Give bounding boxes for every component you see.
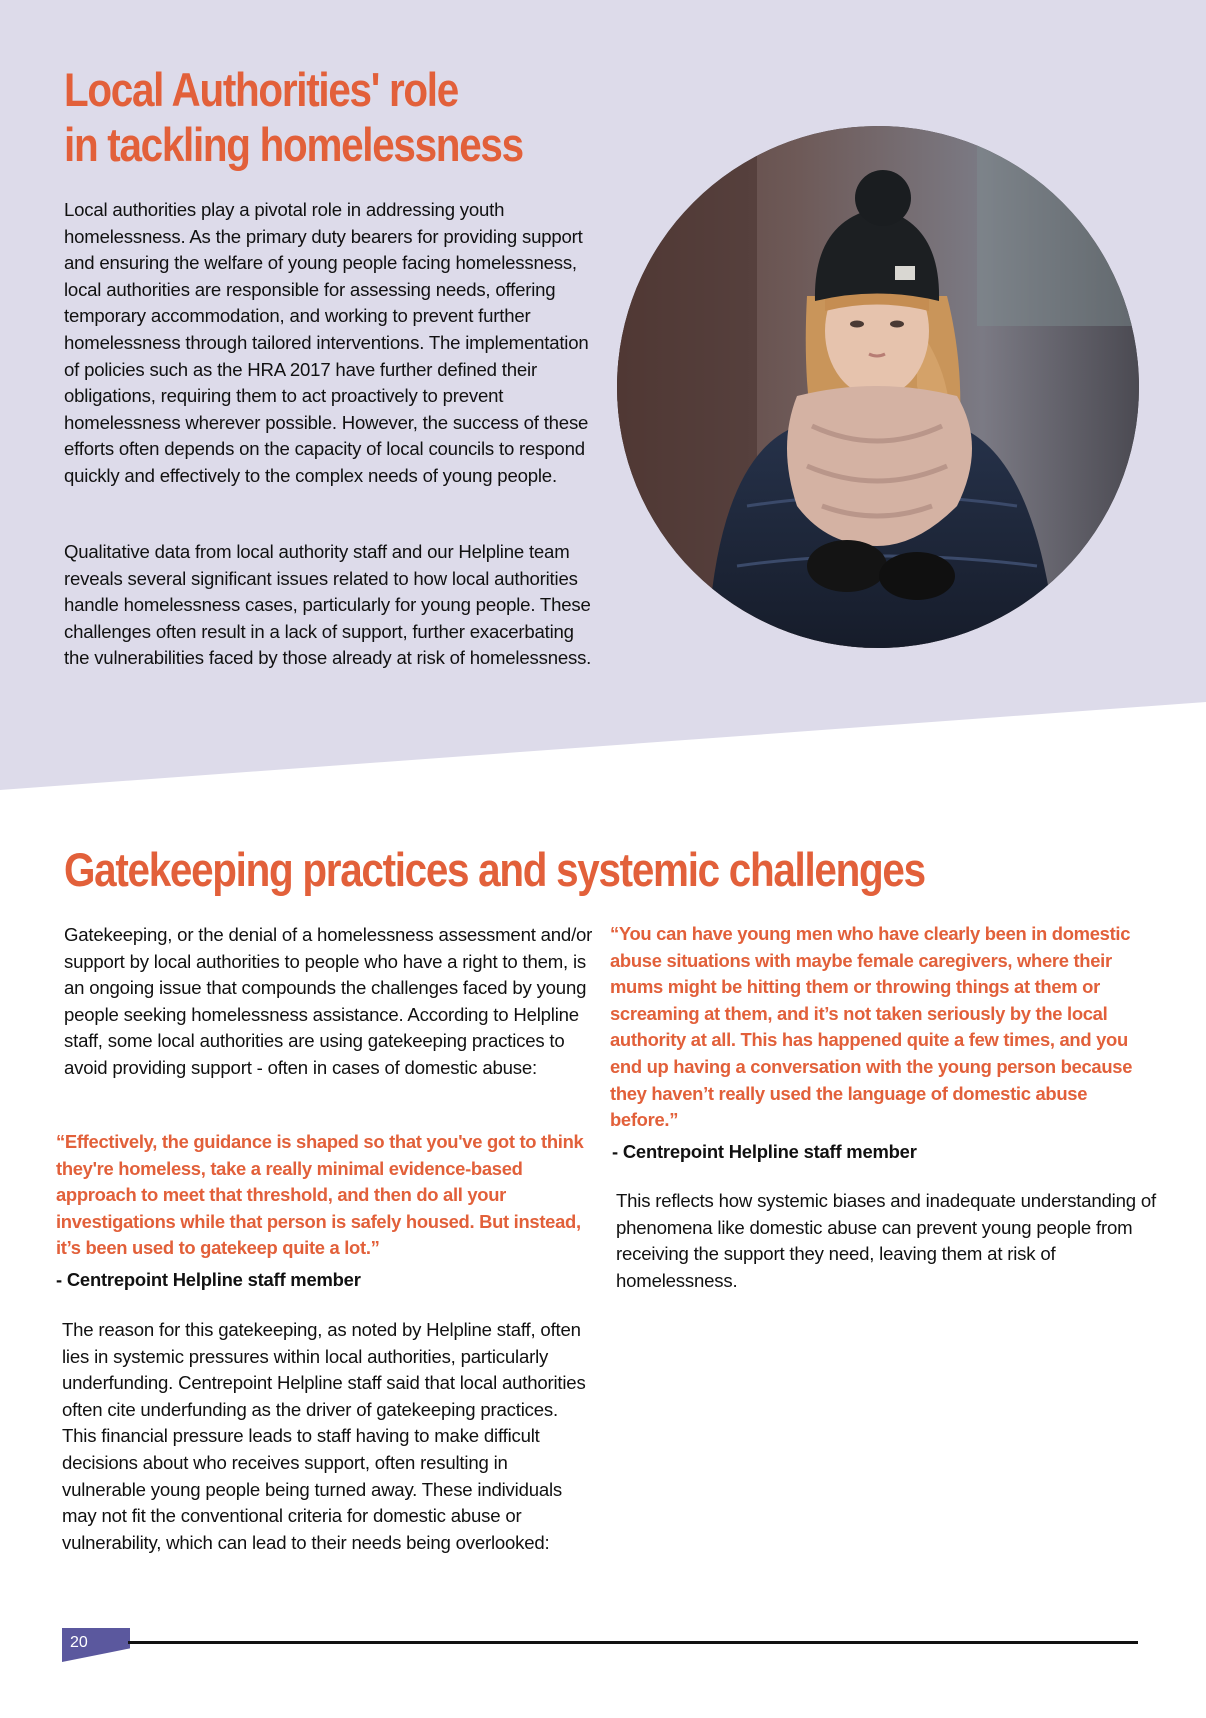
title-line-2: in tackling homelessness <box>64 118 523 171</box>
footer-rule <box>128 1641 1138 1644</box>
young-person-photo <box>617 126 1139 648</box>
title-line-1: Local Authorities' role <box>64 63 458 116</box>
quote-attribution-1: - Centrepoint Helpline staff member <box>56 1269 361 1290</box>
section-title-local-authorities <box>64 62 523 172</box>
systemic-biases-paragraph: This reflects how systemic biases and inadequate understanding of phenomena like domestic abuse can prevent young people from receiving the support they need, leaving them at risk of homelessness. <box>616 1190 1156 1291</box>
section-title-gatekeeping: Gatekeeping practices and systemic challenges <box>64 843 925 896</box>
gatekeeping-reason-paragraph: The reason for this gatekeeping, as noted by Helpline staff, often lies in systemic pressures within local authorities, particularly underfunding. Centrepoint Helpline staff said that local authorities often cite underfunding as the driver of gatekeeping practices. This financial pressure leads to staff having to make difficult decisions about who receives support, often resulting in vulnerable young people being turned away. These individuals may not fit the conventional criteria for domestic abuse or vulnerability, which can lead to their needs being overlooked: <box>62 1319 586 1553</box>
quote-attribution-2: - Centrepoint Helpline staff member <box>612 1141 917 1162</box>
pull-quote-young-men: “You can have young men who have clearly been in domestic abuse situations with maybe female caregivers, where their mums might be hitting them or throwing things at them or screaming at them, and it’s not taken seriously by the local authority at all. This has happened quite a few times, and you end up having a conversation with the young person because they haven’t really used the language of domestic abuse before.” <box>610 923 1133 1131</box>
qualitative-data-paragraph: Qualitative data from local authority staff and our Helpline team reveals several significant issues related to how local authorities handle homelessness cases, particularly for young people. These challenges often result in a lack of support, further exacerbating the vulnerabilities faced by those already at risk of homelessness. <box>64 541 592 669</box>
page-number: 20 <box>70 1634 88 1651</box>
pull-quote-guidance: “Effectively, the guidance is shaped so that you've got to think they're homeless, take a really minimal evidence-based approach to meet that threshold, and then do all your investigations while that person is safely housed. But instead, it’s been used to gatekeep quite a lot.” <box>56 1131 584 1259</box>
intro-paragraph: Local authorities play a pivotal role in addressing youth homelessness. As the primary duty bearers for providing support and ensuring the welfare of young people facing homelessness, local authorities are responsible for assessing needs, offering temporary accommodation, and working to prevent further homelessness through tailored interventions. The implementation of policies such as the HRA 2017 have further defined their obligations, requiring them to act proactively to prevent homelessness wherever possible. However, the success of these efforts often depends on the capacity of local councils to respond quickly and effectively to the complex needs of young people. <box>64 199 589 486</box>
gatekeeping-intro-paragraph: Gatekeeping, or the denial of a homelessness assessment and/or support by local authorities to people who have a right to them, is an ongoing issue that compounds the challenges faced by young people seeking homelessness assistance. According to Helpline staff, some local authorities are using gatekeeping practices to avoid providing support - often in cases of domestic abuse: <box>64 924 593 1078</box>
portrait-illustration <box>617 126 1139 648</box>
